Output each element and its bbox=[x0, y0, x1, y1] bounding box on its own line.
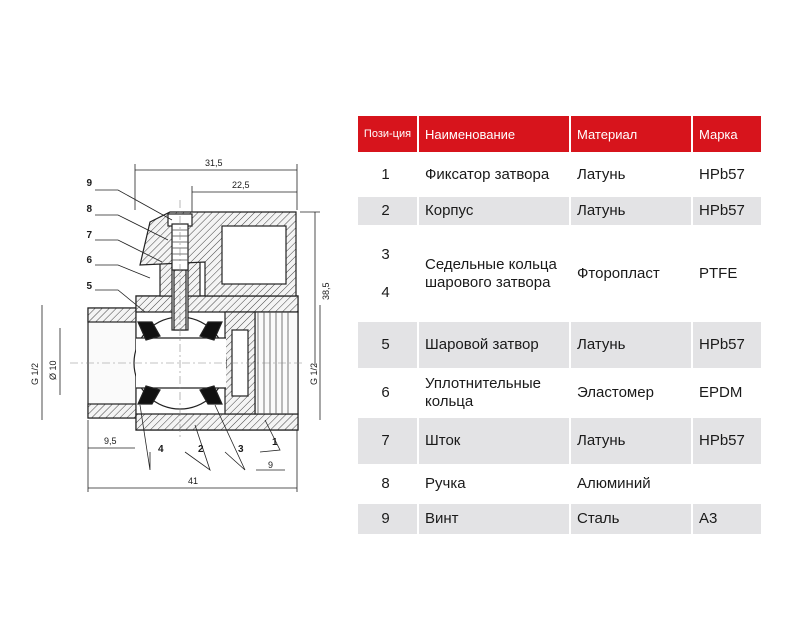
row-grade: HPb57 bbox=[692, 152, 762, 197]
callout-7: 7 bbox=[86, 230, 92, 241]
dim-top-overall: 31,5 bbox=[205, 158, 223, 168]
row-num: 5 bbox=[358, 322, 418, 368]
dim-dia-left-inner: Ø 10 bbox=[48, 360, 58, 380]
row-material: Латунь bbox=[570, 152, 692, 197]
row-name: Шток bbox=[418, 418, 570, 464]
callout-5: 5 bbox=[86, 281, 92, 292]
row-grade: HPb57 bbox=[692, 322, 762, 368]
table-row bbox=[358, 464, 762, 504]
row-grade: HPb57 bbox=[692, 418, 762, 464]
valve-drawing bbox=[0, 0, 350, 640]
row-material: Латунь bbox=[570, 322, 692, 368]
dim-9-bottom: 9 bbox=[268, 460, 274, 470]
row-name: Винт bbox=[418, 504, 570, 534]
row-name: Ручка bbox=[418, 464, 570, 504]
table-row bbox=[358, 225, 762, 322]
dim-dia-left-outer: G 1/2 bbox=[30, 362, 40, 385]
callout-9: 9 bbox=[86, 178, 92, 189]
row-grade: PTFE bbox=[692, 225, 762, 322]
row-num: 6 bbox=[358, 368, 418, 418]
header-material: Материал bbox=[570, 116, 692, 152]
row-name: Фиксатор затвора bbox=[418, 152, 570, 197]
header-name: Наименование bbox=[418, 116, 570, 152]
dim-top-inner: 22,5 bbox=[232, 180, 250, 190]
row-num bbox=[358, 225, 418, 322]
specification-table bbox=[358, 116, 763, 534]
dim-bottom-overall: 41 bbox=[188, 476, 199, 486]
row-grade: А3 bbox=[692, 504, 762, 534]
row-num: 1 bbox=[358, 152, 418, 197]
row-material: Латунь bbox=[570, 197, 692, 225]
table-header-row bbox=[358, 116, 762, 152]
table-row bbox=[358, 368, 762, 418]
dim-bottom-left: 9,5 bbox=[104, 436, 117, 446]
row-grade: EPDM bbox=[692, 368, 762, 418]
row-num: 2 bbox=[358, 197, 418, 225]
valve-body bbox=[70, 200, 305, 440]
row-material: Фторопласт bbox=[570, 225, 692, 322]
row-num-3: 3 bbox=[381, 245, 390, 263]
callout-4: 4 bbox=[158, 444, 164, 455]
row-num: 8 bbox=[358, 464, 418, 504]
callout-1: 1 bbox=[272, 437, 278, 448]
header-position: Пози-ция bbox=[358, 116, 418, 152]
dim-height-right: 38,5 bbox=[321, 282, 331, 300]
row-material: Эластомер bbox=[570, 368, 692, 418]
table-row bbox=[358, 322, 762, 368]
row-grade bbox=[692, 464, 762, 504]
table-row bbox=[358, 152, 762, 197]
dim-dia-right: G 1/2 bbox=[309, 362, 319, 385]
table-row bbox=[358, 504, 762, 534]
row-name: Корпус bbox=[418, 197, 570, 225]
callout-8: 8 bbox=[86, 204, 92, 215]
table-row bbox=[358, 418, 762, 464]
row-name: Седельные кольца шарового затвора bbox=[418, 225, 570, 322]
callout-3: 3 bbox=[238, 444, 244, 455]
row-num: 9 bbox=[358, 504, 418, 534]
row-material: Латунь bbox=[570, 418, 692, 464]
row-material: Алюминий bbox=[570, 464, 692, 504]
header-grade: Марка bbox=[692, 116, 762, 152]
row-name: Шаровой затвор bbox=[418, 322, 570, 368]
table-row bbox=[358, 197, 762, 225]
callout-6: 6 bbox=[86, 255, 92, 266]
callout-2: 2 bbox=[198, 444, 204, 455]
row-num-4: 4 bbox=[381, 283, 390, 301]
row-num: 7 bbox=[358, 418, 418, 464]
row-name: Уплотнительные кольца bbox=[418, 368, 570, 418]
row-grade: HPb57 bbox=[692, 197, 762, 225]
row-material: Сталь bbox=[570, 504, 692, 534]
